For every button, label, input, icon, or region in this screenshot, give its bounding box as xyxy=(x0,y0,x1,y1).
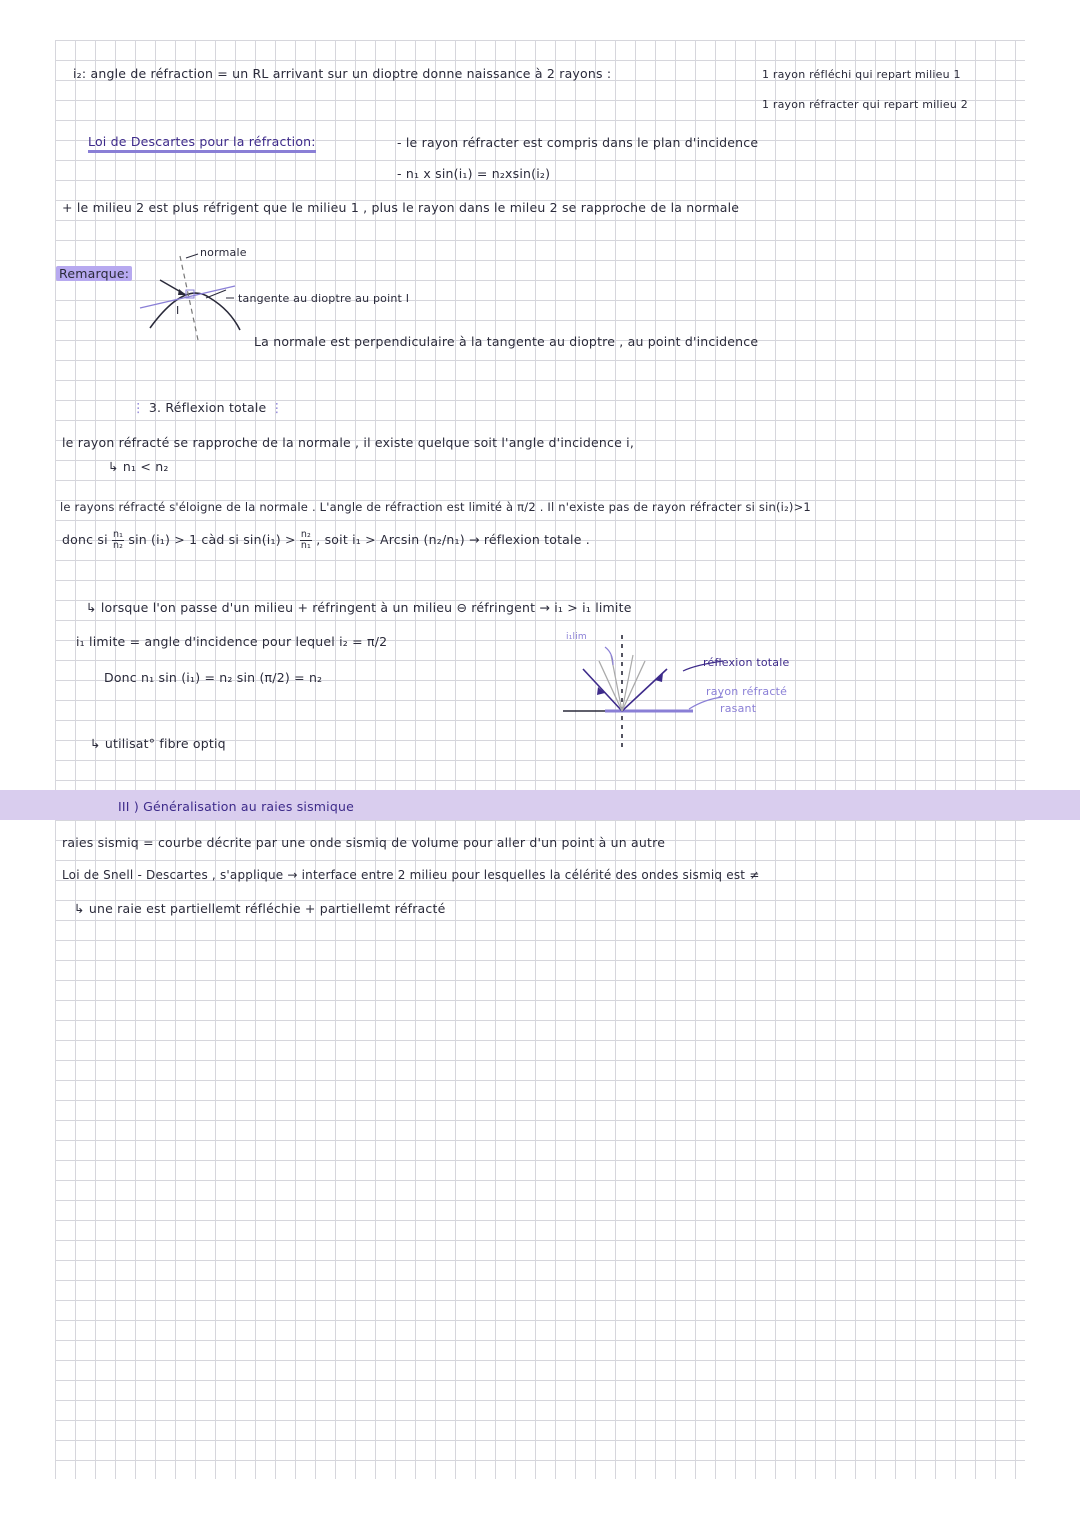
rayon-refracte-label: rayon réfracté xyxy=(706,685,788,698)
total-reflection-diagram xyxy=(555,625,835,755)
passage-milieu-line: ↳ lorsque l'on passe d'un milieu + réfringent à un milieu ⊖ réfringent → i₁ > i₁ limite xyxy=(86,600,632,615)
refraction-limit-line: le rayons réfracté s'éloigne de la normale . L'angle de réfraction est limité à π/2 . Il n'existe pas de rayon réfracter si sin(i₂)>1 xyxy=(60,500,811,514)
condition-line: donc si $\frac{\text{n₁}}{\text{n₂}}$ sin (i₁) > 1 càd si sin(i₁) > $\frac{\text{n₂}}{\text{n₁}}$ , soit i₁ > Arcsin (n₂/n₁) → réflexion totale . xyxy=(62,529,590,551)
descartes-law-formula: - n₁ x sin(i₁) = n₂xsin(i₂) xyxy=(397,166,551,181)
i1lim-label: i₁lim xyxy=(566,632,587,642)
remarque-label: Remarque: xyxy=(56,266,132,281)
seismic-section-title: III ) Généralisation au raies sismique xyxy=(118,799,355,814)
reflected-ray-note: 1 rayon réfléchi qui repart milieu 1 xyxy=(762,68,961,81)
refringent-note: + le milieu 2 est plus réfrigent que le milieu 1 , plus le rayon dans le mileu 2 se rapproche de la normale xyxy=(62,200,740,215)
reflexion-totale-label: réflexion totale xyxy=(703,656,790,669)
total-reflection-line1: le rayon réfracté se rapproche de la normale , il existe quelque soit l'angle d'incidence i, xyxy=(62,435,634,450)
point-i-label: I xyxy=(176,304,180,317)
optical-fiber-note: ↳ utilisat° fibre optiq xyxy=(90,736,226,751)
tangente-label: tangente au dioptre au point I xyxy=(238,292,410,305)
refracted-ray-note: 1 rayon réfracter qui repart milieu 2 xyxy=(762,98,968,111)
partial-reflection-line: ↳ une raie est partiellemt réfléchie + partiellemt réfracté xyxy=(74,901,446,916)
seismic-ray-definition: raies sismiq = courbe décrite par une onde sismiq de volume pour aller d'un point à un autre xyxy=(62,835,666,850)
i1-limit-definition: i₁ limite = angle d'incidence pour lequel i₂ = π/2 xyxy=(76,634,388,649)
page-margin-left xyxy=(0,0,55,1527)
descartes-law-plane: - le rayon réfracter est compris dans le plan d'incidence xyxy=(397,135,759,150)
remarque-text: La normale est perpendiculaire à la tangente au dioptre , au point d'incidence xyxy=(254,334,759,349)
refraction-definition: i₂: angle de réfraction = un RL arrivant sur un dioptre donne naissance à 2 rayons : xyxy=(73,66,612,81)
rasant-label: rasant xyxy=(720,702,757,715)
n1-sin-equation: Donc n₁ sin (i₁) = n₂ sin (π/2) = n₂ xyxy=(104,670,323,685)
page-margin-right xyxy=(1025,0,1080,1527)
total-reflection-title: ⋮ 3. Réflexion totale ⋮ xyxy=(132,400,284,415)
snell-descartes-line: Loi de Snell - Descartes , s'applique → interface entre 2 milieu pour lesquelles la célérité des ondes sismiq est ≠ xyxy=(62,868,760,882)
n1-less-n2: ↳ n₁ < n₂ xyxy=(108,459,169,474)
descartes-law-title: Loi de Descartes pour la réfraction: xyxy=(88,134,316,153)
normale-label: normale xyxy=(200,246,247,259)
page-margin-top xyxy=(0,0,1080,40)
page-margin-bottom xyxy=(0,1479,1080,1527)
